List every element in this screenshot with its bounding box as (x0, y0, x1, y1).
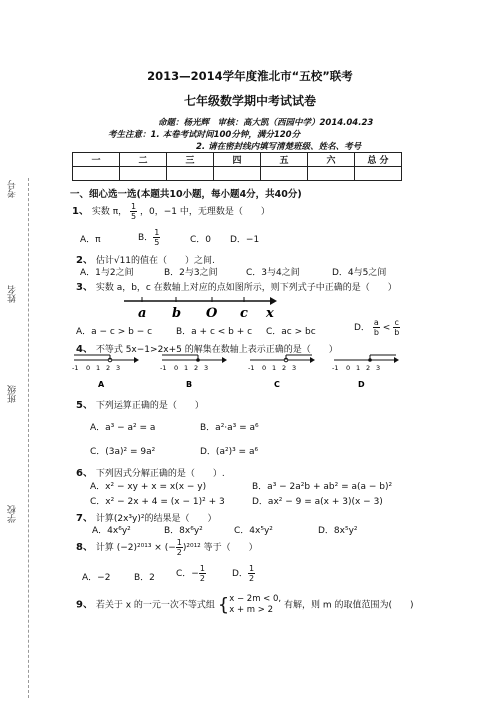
q4-label-d: D (358, 380, 365, 389)
q8-frac-num: 1 (176, 538, 182, 547)
q6-number: 6、 (76, 468, 93, 479)
q4-b-tick-3: 3 (204, 364, 209, 372)
score-cell[interactable] (73, 167, 120, 181)
q1-b-den: 5 (154, 238, 160, 247)
q8-text-a: 计算 (−2)²⁰¹³ × (− (95, 543, 176, 553)
q1-number: 1、 (72, 206, 89, 217)
q8-c-den: 2 (199, 574, 205, 583)
side-label-name: 姓名 (8, 285, 18, 303)
q3-label-o: O (206, 306, 218, 321)
q8-d-frac (248, 564, 255, 583)
q5-option-d[interactable]: D．(a²)³ = a⁶ (200, 447, 259, 457)
question-1 (72, 202, 270, 221)
score-header-total: 总 分 (355, 153, 402, 167)
q8-option-c[interactable] (176, 564, 206, 583)
score-header-3: 三 (167, 153, 214, 167)
q4-line-b (160, 355, 227, 389)
q7-option-c[interactable]: C．4x⁵y² (234, 526, 273, 536)
score-header-1: 一 (73, 153, 120, 167)
q4-line-a (72, 355, 139, 389)
q4-label-c: C (274, 380, 280, 389)
q8-option-d-label: D． (232, 569, 248, 579)
q3-number: 3、 (76, 282, 93, 293)
q3-option-d[interactable] (354, 318, 400, 337)
score-header-6: 六 (308, 153, 355, 167)
question-5 (76, 396, 204, 411)
q4-d-tick-1: 1 (356, 364, 361, 372)
q4-b-tick-2: 2 (194, 364, 199, 372)
score-header-4: 四 (214, 153, 261, 167)
q3-d-num2: c (394, 318, 399, 327)
q1-option-a[interactable]: A．π (80, 235, 101, 245)
notice-1: 考生注意：1. 本卷考试时间100分钟，满分120分 (108, 130, 301, 140)
q4-line-c (248, 355, 315, 389)
q5-option-c[interactable]: C．(3a)² = 9a² (90, 447, 156, 457)
q6-option-d[interactable]: D．ax² − 9 = a(x + 3)(x − 3) (252, 497, 383, 507)
q2-option-c[interactable]: C．3与4之间 (246, 268, 300, 278)
q1-option-c[interactable]: C．0 (190, 235, 212, 245)
score-cell[interactable] (214, 167, 261, 181)
q1-option-b[interactable] (138, 228, 160, 247)
score-header-5: 五 (261, 153, 308, 167)
q4-c-tick-3: 3 (292, 364, 297, 372)
q3-d-frac-2 (393, 318, 400, 337)
seal-line (28, 178, 29, 698)
q9-system (229, 594, 281, 616)
q6-option-c[interactable]: C．x² − 2x + 4 = (x − 1)² + 3 (90, 497, 225, 507)
q4-label-a: A (98, 380, 105, 389)
q7-text: 计算(2x³y)²的结果是（ ） (95, 514, 217, 524)
q3-d-num1: a (373, 318, 379, 327)
q8-d-den: 2 (248, 574, 255, 583)
score-cell[interactable] (261, 167, 308, 181)
q9-text-b: 有解，则 m 的取值范围为( ) (284, 600, 414, 611)
q1-text-b: ，0，−1 中，无理数是（ ） (139, 207, 270, 217)
q1-option-b-frac (153, 228, 160, 247)
q3-number-line (120, 292, 280, 322)
q5-option-b[interactable]: B．a²·a³ = a⁶ (200, 423, 259, 433)
question-7 (76, 509, 216, 524)
q7-option-a[interactable]: A．4x⁶y² (92, 526, 131, 536)
question-3 (76, 278, 397, 293)
question-2 (76, 251, 215, 266)
q3-option-b[interactable]: B．a + c < b + c (176, 327, 253, 337)
q8-number: 8、 (76, 542, 93, 553)
q4-text: 不等式 5x−1>2x+5 的解集在数轴上表示正确的是（ ） (95, 345, 338, 355)
q9-text-a: 若关于 x 的一元一次不等式组 (95, 600, 215, 611)
score-cell[interactable] (308, 167, 355, 181)
q5-option-a[interactable]: A．a³ − a² = a (90, 423, 156, 433)
question-4 (76, 340, 338, 355)
side-label-school: 学校 (8, 505, 18, 523)
q2-option-d[interactable]: D．4与5之间 (332, 268, 387, 278)
q3-d-den1: b (373, 328, 379, 337)
q3-option-d-label: D． (354, 323, 370, 333)
q6-option-a[interactable]: A．x² − xy + x = x(x − y) (90, 482, 207, 492)
q2-number: 2、 (76, 255, 93, 266)
q8-option-d[interactable] (232, 564, 255, 583)
q7-number: 7、 (76, 513, 93, 524)
q6-text: 下列因式分解正确的是（ ）. (95, 469, 225, 479)
score-cell[interactable] (167, 167, 214, 181)
question-6 (76, 464, 225, 479)
q4-b-tick-1: 1 (184, 364, 189, 372)
q3-axis-arrow (270, 297, 277, 305)
q3-label-b: b (172, 306, 182, 321)
q1-frac-num: 1 (131, 202, 137, 211)
q4-c-tick-m1: -1 (248, 364, 255, 372)
q3-option-a[interactable]: A．a − c > b − c (76, 327, 153, 337)
q8-option-c-label: C．− (176, 569, 199, 579)
q9-system-line1: x − 2m < 0, (229, 594, 282, 604)
q8-frac-den: 2 (176, 548, 182, 557)
q1-b-num: 1 (154, 228, 160, 237)
q7-option-b[interactable]: B．8x⁶y² (164, 526, 203, 536)
meta-line: 命题：杨光辉 审核：高大凯（西园中学）2014.04.23 (158, 118, 374, 128)
q4-a-tick-0: 0 (86, 364, 91, 372)
q4-number-lines (72, 354, 402, 390)
q8-text-b: )²⁰¹² 等于（ ） (182, 543, 258, 553)
exam-subtitle: 七年级数学期中考试试卷 (183, 94, 316, 108)
q6-option-b[interactable]: B．a³ − 2a²b + ab² = a(a − b)² (252, 482, 393, 492)
q4-a-tick-2: 2 (106, 364, 111, 372)
q3-d-lt: < (382, 323, 391, 333)
q3-label-c: c (240, 306, 248, 321)
q1-text-a: 实数 π， (91, 207, 128, 217)
q3-text: 实数 a，b，c 在数轴上对应的点如图所示，则下列式子中正确的是（ ） (95, 283, 397, 293)
q7-option-d[interactable]: D．8x⁵y² (318, 526, 358, 536)
q4-label-b: B (186, 380, 193, 389)
q4-number: 4、 (76, 344, 93, 355)
side-label-exam-number: 考号 (8, 180, 18, 198)
q8-fraction (176, 538, 183, 557)
q4-a-tick-3: 3 (116, 364, 121, 372)
q9-system-line2: x + m > 2 (229, 605, 274, 615)
q3-label-a: a (138, 306, 147, 321)
q3-label-x: x (266, 306, 274, 321)
section-1-heading: 一、细心选一选(本题共10小题，每小题4分，共40分) (70, 189, 302, 200)
q4-c-tick-0: 0 (262, 364, 267, 372)
q4-b-tick-0: 0 (174, 364, 179, 372)
q4-d-tick-0: 0 (346, 364, 351, 372)
q3-d-den2: b (394, 328, 400, 337)
q8-option-b[interactable]: B．2 (134, 573, 155, 583)
q4-d-tick-m1: -1 (332, 364, 339, 372)
q4-b-tick-m1: -1 (160, 364, 167, 372)
q5-number: 5、 (76, 400, 93, 411)
score-header-2: 二 (120, 153, 167, 167)
q8-option-a[interactable]: A．−2 (82, 573, 111, 583)
q1-option-d[interactable]: D．−1 (230, 235, 260, 245)
q4-d-tick-3: 3 (376, 364, 381, 372)
q4-c-tick-2: 2 (282, 364, 287, 372)
exam-title: 2013—2014学年度淮北市“五校”联考 (147, 69, 353, 83)
notice-2: 2. 请在密封线内填写清楚班级、姓名、考号 (196, 142, 362, 152)
q1-option-b-label: B． (138, 233, 154, 243)
q8-c-frac (199, 564, 206, 583)
q1-frac-den: 5 (131, 212, 137, 221)
question-8 (76, 538, 258, 557)
question-9 (76, 594, 414, 616)
score-cell[interactable] (120, 167, 167, 181)
q9-brace: { (217, 594, 230, 616)
q4-line-d (332, 355, 399, 389)
q4-a-tick-m1: -1 (72, 364, 79, 372)
q1-fraction (130, 202, 137, 221)
q4-d-tick-2: 2 (366, 364, 371, 372)
q2-option-a[interactable]: A．1与2之间 (80, 268, 134, 278)
q3-d-frac-1 (373, 318, 380, 337)
q4-c-tick-1: 1 (272, 364, 277, 372)
q8-c-num: 1 (199, 564, 205, 573)
side-label-class: 班级 (8, 385, 18, 403)
q8-d-num: 1 (248, 564, 255, 573)
q2-option-b[interactable]: B．2与3之间 (164, 268, 218, 278)
q2-text: 估计√11的值在（ ）之间. (95, 256, 215, 266)
q4-a-tick-1: 1 (96, 364, 101, 372)
score-cell[interactable] (355, 167, 402, 181)
q5-text: 下列运算正确的是（ ） (95, 401, 204, 411)
q9-number: 9、 (76, 599, 93, 611)
score-table (72, 152, 402, 181)
q3-option-c[interactable]: C．ac > bc (266, 327, 316, 337)
